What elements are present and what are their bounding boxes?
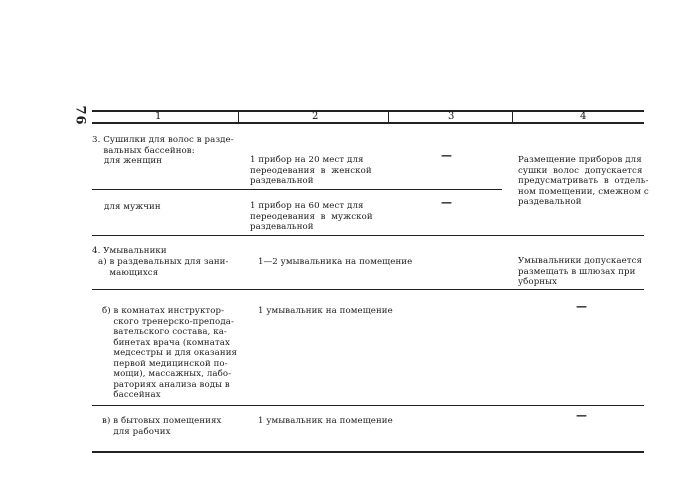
- header-col-1: 1: [155, 111, 162, 122]
- header-divider-3: [512, 112, 513, 122]
- washbasins-c-note: —: [576, 409, 588, 422]
- washbasins-a-norm: 1—2 умывальника на помещение: [258, 257, 413, 267]
- washbasins-c-label: в) в бытовых помещениях для рабочих: [102, 416, 222, 437]
- dryers-women-label: для женщин: [104, 156, 163, 166]
- page-number: 76: [72, 105, 88, 126]
- dryers-title: 3. Сушилки для волос в разде- вальных бассейнов:: [92, 135, 234, 156]
- table-top-rule: [92, 110, 644, 112]
- washbasins-b-label: б) в комнатах инструктор- ского тренерско-препода- вательского состава, ка- бинетах врача (комнатах медсестры и для оказания первой медицинской по- мощи), массажных, лабо- раториях анализа воды в бассейнах: [102, 306, 238, 400]
- dryers-women-norm: 1 прибор на 20 мест для переодевания в женской раздевальной: [250, 155, 372, 186]
- table-bottom-rule: [92, 451, 644, 453]
- washbasins-title: 4. Умывальники: [92, 246, 167, 256]
- washbasins-b-norm: 1 умывальник на помещение: [258, 306, 393, 316]
- washbasins-a-note: Умывальники допускается размещать в шлюзах при уборных: [518, 256, 643, 287]
- dryers-men-col3: —: [441, 196, 453, 209]
- header-col-2: 2: [312, 111, 319, 122]
- washbasins-a-rule: [92, 289, 644, 290]
- washbasins-b-rule: [92, 405, 644, 406]
- header-col-3: 3: [448, 111, 455, 122]
- row3-bottom-rule: [92, 235, 644, 236]
- washbasins-b-note: —: [576, 300, 588, 313]
- header-divider-1: [238, 112, 239, 122]
- dryers-men-label: для мужчин: [104, 202, 161, 212]
- dryers-men-norm: 1 прибор на 60 мест для переодевания в мужской раздевальной: [250, 201, 373, 232]
- dryers-mid-rule: [92, 189, 502, 190]
- dryers-note: Размещение приборов для сушки волос допускается предусматривать в отдель- ном помещении, смежном с раздевальной: [518, 155, 649, 207]
- header-divider-2: [388, 112, 389, 122]
- dryers-women-col3: —: [441, 149, 453, 162]
- washbasins-c-norm: 1 умывальник на помещение: [258, 416, 393, 426]
- header-col-4: 4: [580, 111, 587, 122]
- washbasins-a-label: а) в раздевальных для зани- мающихся: [98, 257, 229, 278]
- table-header-rule: [92, 122, 644, 124]
